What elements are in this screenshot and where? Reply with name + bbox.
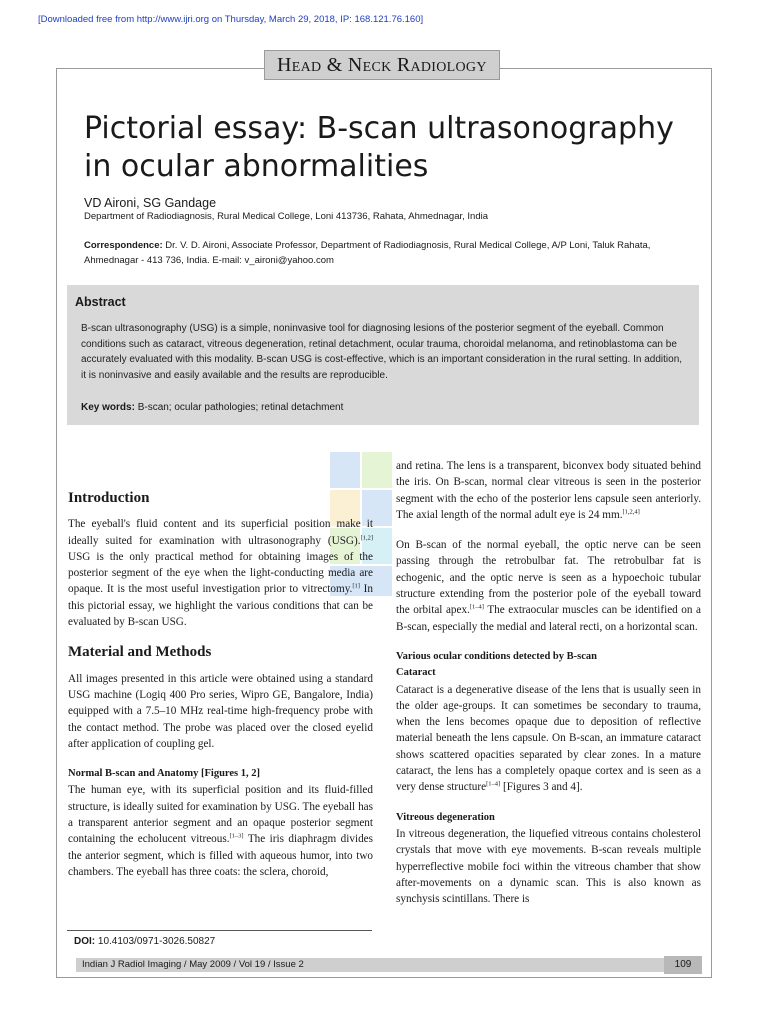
doi-label: DOI: [74, 936, 96, 947]
citation: [1–3] [229, 832, 244, 840]
page-number: 109 [664, 956, 702, 974]
right-text-1: and retina. The lens is a transparent, biconvex body situated behind the iris. On B-scan, normal clear vitreous is seen in the posterior segment with the echo of the posterior lens capsule seen anteriorly. The axial length of the normal adult eye is 24 mm. [396, 460, 701, 521]
cataract-text-2: [Figures 3 and 4]. [500, 781, 583, 794]
citation: [1,2] [360, 533, 373, 541]
doi-value: 10.4103/0971-3026.50827 [97, 936, 216, 947]
footer-journal: Indian J Radiol Imaging / May 2009 / Vol 19 / Issue 2 [82, 959, 304, 970]
normal-anatomy-subheading: Normal B-scan and Anatomy [Figures 1, 2] [68, 768, 261, 780]
normal-anatomy-paragraph [68, 782, 373, 880]
doi-divider [67, 930, 372, 931]
normal-text-1: The human eye, with its superficial position and its fluid-filled structure, is ideally suited for examination by USG. The eyeball has a transparent anterior segment and an opaque posterior segment containing the echolucent vitreous. [68, 784, 373, 846]
right-text-2: On B-scan of the normal eyeball, the optic nerve can be seen passing through the retrobulbar fat. The retrobulbar fat is echogenic, and the optic nerve is seen as a hypoechoic tubular structure extending from the posterior pole of the eyeball toward the orbital apex. [396, 539, 701, 617]
section-label: Head & Neck Radiology [264, 50, 500, 80]
authors: VD Aironi, SG Gandage [84, 196, 217, 210]
doi [74, 936, 215, 947]
right-text-3: The extraocular muscles can be identified on a B-scan, especially the medial and lateral recti, on a horizontal scan. [396, 604, 701, 633]
download-note: [Downloaded free from http://www.ijri.org on Thursday, March 29, 2018, IP: 168.121.76.160] [38, 14, 424, 25]
intro-text-3: In this pictorial essay, we highlight the various conditions that can be evaluated by B-scan USG. [68, 583, 373, 629]
conditions-subheading: Various ocular conditions detected by B-scan [396, 650, 597, 662]
correspondence [84, 238, 684, 268]
affiliation: Department of Radiodiagnosis, Rural Medical College, Loni 413736, Rahata, Ahmednagar, India [84, 211, 489, 222]
correspondence-text: Dr. V. D. Aironi, Associate Professor, Department of Radiodiagnosis, Rural Medical College, A/P Loni, Taluk Rahata, Ahmednagar - 413 736, India. E-mail: v_aironi@yahoo.com [84, 240, 651, 266]
correspondence-label: Correspondence: [84, 240, 163, 251]
introduction-heading: Introduction [68, 490, 150, 506]
vitreous-subheading: Vitreous degeneration [396, 811, 495, 823]
keywords-label: Key words: [81, 402, 135, 413]
normal-text-2: The iris diaphragm divides the anterior segment, which is filled with aqueous humor, into two chambers. The eyeball has three coats: the sclera, choroid, [68, 833, 373, 878]
citation: [1–4] [469, 603, 484, 611]
cataract-paragraph [396, 682, 701, 796]
article-title: Pictorial essay: B-scan ultrasonography in ocular abnormalities [84, 111, 674, 184]
keywords-text: B-scan; ocular pathologies; retinal detachment [137, 402, 344, 413]
right-column [396, 458, 701, 921]
abstract-body: B-scan ultrasonography (USG) is a simple, noninvasive tool for diagnosing lesions of the posterior segment of the eyeball. Common conditions such as cataract, vitreous degeneration, retinal detachment, ocular trauma, choroidal melanoma, and retinoblastoma can be accurately evaluated with this modality. B-scan USG is cost-effective, which is an important consideration in the rural setting. In addition, it is noninvasive and easily available and the results are reproducible. [81, 323, 683, 381]
citation: [1] [352, 582, 360, 590]
vitreous-paragraph: In vitreous degeneration, the liquefied vitreous contains cholesterol crystals that move with eye movements. B-scan reveals multiple hyperreflective mobile foci within the vitreous chamber that show after-movements on a dynamic scan. This is also known as synchysis scintillans. There is [396, 827, 701, 906]
cataract-subheading: Cataract [396, 667, 436, 679]
keywords [81, 402, 343, 413]
introduction-paragraph [68, 516, 373, 630]
cataract-text-1: Cataract is a degenerative disease of the lens that is usually seen in the older age-groups. It can sometimes be secondary to trauma, when the lens becomes opaque due to deposition of reflective material beneath the lens capsule. On B-scan, an immature cataract shows scattered opacities separated by clear zones. In a mature cataract, the lens has a completely opaque cortex and is seen as a very dense structure [396, 683, 701, 794]
intro-text-2: USG is the only practical method for obtaining images of the posterior segment of the eye when the light-conducting media are opaque. It is the most useful investigation prior to vitrectomy. [68, 550, 373, 596]
abstract-box [67, 285, 699, 425]
intro-text-1: The eyeball's fluid content and its superficial position make it ideally suited for examination with ultrasonography (USG). [68, 518, 373, 547]
optic-nerve-paragraph [396, 537, 701, 635]
citation: [1,2,4] [622, 508, 640, 516]
methods-heading: Material and Methods [68, 644, 212, 661]
left-column [68, 490, 373, 894]
citation: [1–4] [486, 780, 501, 788]
footer-bar [76, 958, 702, 972]
abstract-heading: Abstract [75, 295, 126, 309]
methods-paragraph: All images presented in this article were obtained using a standard USG machine (Logiq 400 Pro series, Wipro GE, Bangalore, India) equipped with a 7.5–10 MHz real-time high-frequency probe with the contact method. The probe was placed over the closed eyelid after application of coupling gel. [68, 672, 373, 750]
anatomy-continued-paragraph [396, 458, 701, 523]
